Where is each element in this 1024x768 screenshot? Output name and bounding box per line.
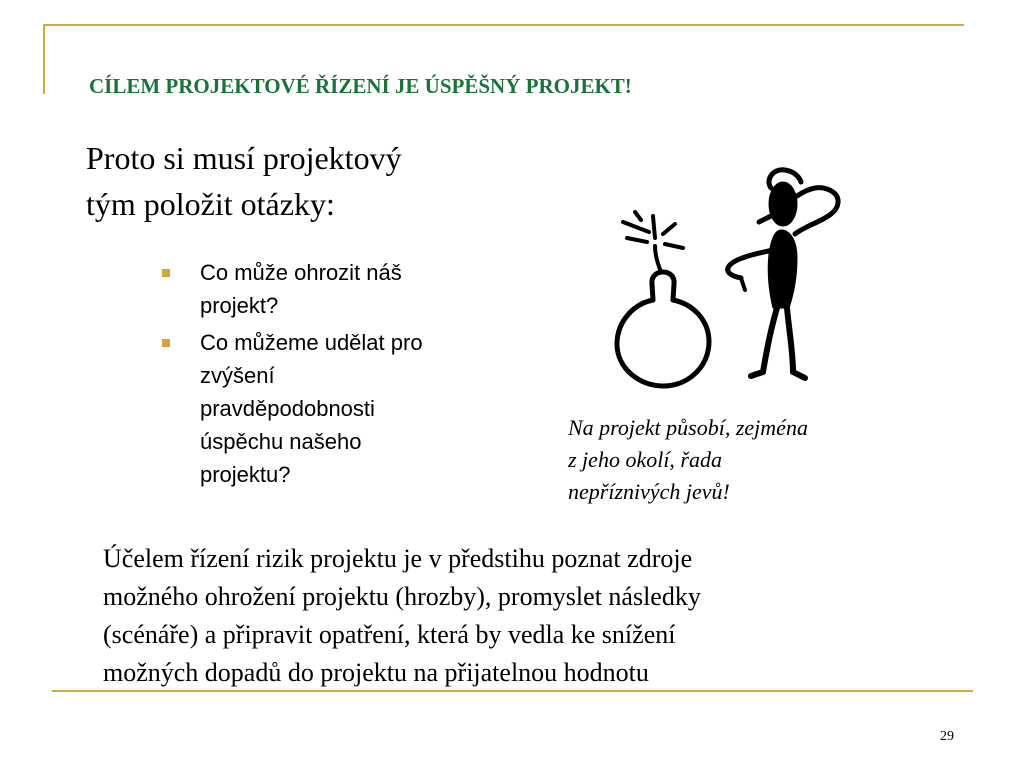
- illustration-caption: [568, 412, 898, 508]
- frame-left-line: [43, 24, 45, 94]
- caption-line: z jeho okolí, řada: [568, 447, 722, 472]
- paragraph-line: možných dopadů do projektu na přijatelnou hodnotu: [103, 658, 649, 687]
- frame-bottom-line: [52, 690, 973, 692]
- bullet-text-line: projektu?: [200, 462, 291, 487]
- bullet-text-line: pravděpodobnosti: [200, 396, 375, 421]
- bomb-and-person-illustration: [605, 158, 855, 390]
- bullet-marker: [162, 339, 170, 347]
- list-item: [158, 326, 488, 491]
- paragraph-line: možného ohrožení projektu (hrozby), promyslet následky: [103, 582, 701, 611]
- bullet-text-line: Co může ohrozit náš: [200, 260, 402, 285]
- bullet-text-line: úspěchu našeho: [200, 429, 362, 454]
- question-list: [158, 256, 488, 495]
- page-number: 29: [940, 729, 954, 744]
- slide-title: CÍLEM PROJEKTOVÉ ŘÍZENÍ JE ÚSPĚŠNÝ PROJEKT!: [89, 74, 632, 98]
- bullet-text-line: Co můžeme udělat pro: [200, 330, 423, 355]
- risk-management-paragraph: [103, 540, 933, 692]
- paragraph-line: Účelem řízení rizik projektu je v předstihu poznat zdroje: [103, 544, 693, 573]
- bullet-marker: [162, 269, 170, 277]
- list-item: [158, 256, 488, 322]
- bullet-text-line: zvýšení: [200, 363, 275, 388]
- heading-line: Proto si musí projektový: [86, 140, 402, 176]
- frame-top-line: [43, 24, 964, 26]
- slide-heading: [86, 135, 506, 227]
- bomb-icon: [617, 212, 709, 386]
- thinking-person-icon: [728, 170, 838, 378]
- caption-line: nepříznivých jevů!: [568, 479, 730, 504]
- paragraph-line: (scénáře) a připravit opatření, která by vedla ke snížení: [103, 620, 676, 649]
- heading-line: tým položit otázky:: [86, 186, 335, 222]
- bullet-text-line: projekt?: [200, 293, 279, 318]
- caption-line: Na projekt působí, zejména: [568, 415, 808, 440]
